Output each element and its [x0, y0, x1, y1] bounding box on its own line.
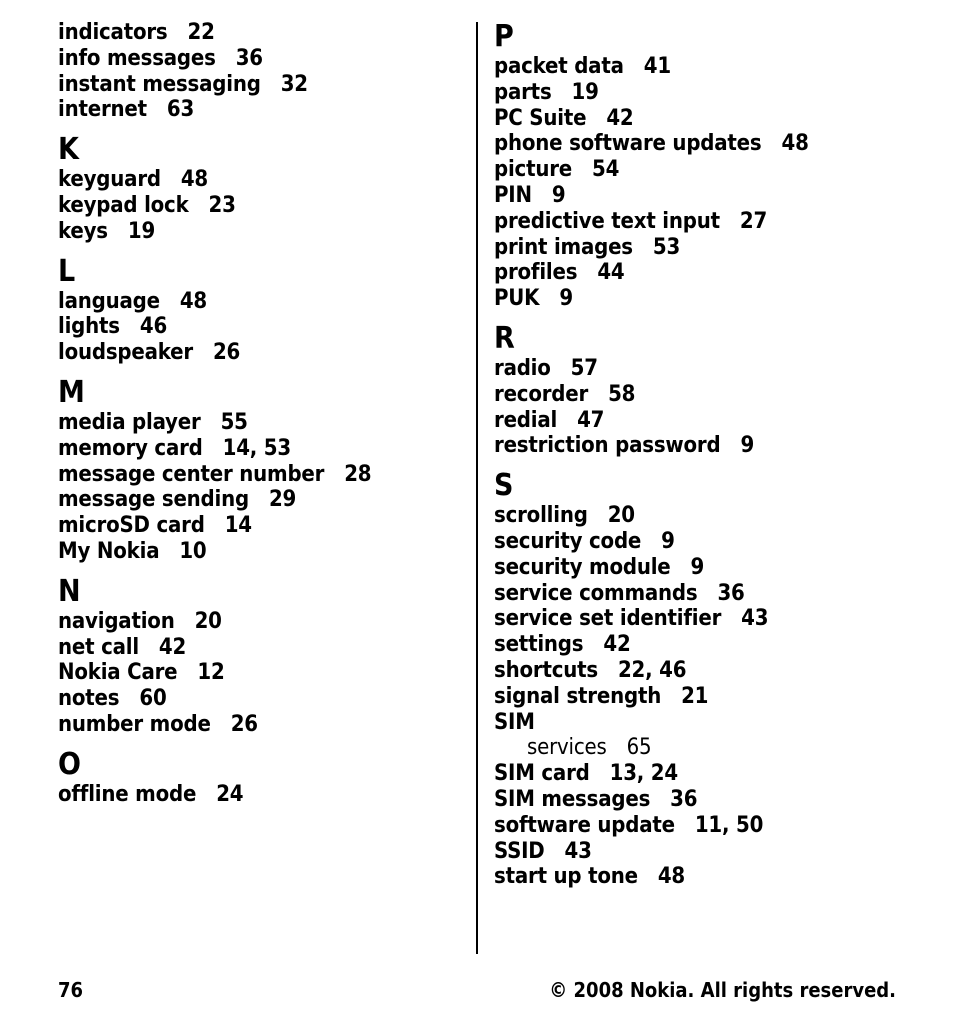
index-term: start up tone: [494, 864, 638, 890]
index-term: phone software updates: [494, 131, 762, 157]
index-term: loudspeaker: [58, 340, 193, 366]
index-page-ref: 9: [690, 554, 705, 580]
index-entry: [58, 609, 458, 635]
index-term: navigation: [58, 608, 175, 634]
index-entry: [58, 635, 458, 661]
index-page-ref: 63: [166, 97, 195, 123]
index-entry: [494, 761, 924, 787]
index-subentry: [494, 735, 924, 761]
index-term: redial: [494, 407, 558, 433]
index-entry: [494, 382, 924, 408]
index-entry: [494, 632, 924, 658]
index-entry: [58, 782, 458, 808]
index-page-ref: 28: [344, 461, 372, 487]
index-term: keyguard: [58, 167, 161, 193]
index-column-left: [58, 20, 458, 818]
index-page-ref: 20: [194, 608, 222, 634]
section-letter: M: [58, 374, 85, 410]
index-entry: [58, 410, 458, 436]
index-page-ref: 26: [212, 340, 241, 366]
index-entry: [494, 209, 924, 235]
index-page-ref: 58: [608, 381, 636, 407]
index-term: shortcuts: [494, 657, 598, 683]
index-page-ref: 9: [551, 182, 566, 208]
index-term: My Nokia: [58, 538, 160, 564]
index-page-ref: 22, 46: [617, 657, 687, 683]
index-term: recorder: [494, 381, 589, 407]
index-term: packet data: [494, 54, 624, 79]
index-page-ref: 10: [179, 538, 207, 564]
index-term: keypad lock: [58, 192, 189, 218]
index-entry: [58, 686, 458, 712]
index-page-ref: 43: [741, 606, 769, 632]
index-page-ref: 43: [564, 838, 592, 864]
index-term: number mode: [58, 711, 211, 737]
index-entry: [58, 46, 458, 72]
index-entry: [58, 436, 458, 462]
index-entry: [58, 660, 458, 686]
index-section: [494, 20, 924, 312]
index-section: [494, 322, 924, 459]
index-page-ref: 46: [139, 314, 168, 340]
index-page-ref: 53: [652, 234, 681, 260]
index-page-ref: 22: [187, 20, 215, 45]
index-term: SSID: [494, 838, 545, 864]
index-entry: [58, 712, 458, 738]
index-section: [58, 133, 458, 244]
index-term: services: [527, 735, 607, 761]
index-entry: [494, 80, 924, 106]
index-page-ref: 42: [606, 105, 634, 131]
index-term: notes: [58, 686, 120, 712]
index-page-ref: 42: [603, 632, 631, 658]
section-letter: O: [58, 746, 81, 782]
index-page-ref: 9: [559, 286, 573, 312]
index-term: offline mode: [58, 781, 197, 807]
index-term: net call: [58, 634, 139, 660]
index-page-ref: 23: [208, 192, 236, 218]
index-entry: [494, 710, 924, 736]
index-term: service commands: [494, 580, 698, 606]
index-term: restriction password: [494, 433, 721, 459]
index-page-ref: 36: [670, 786, 698, 812]
index-page-ref: 26: [230, 711, 258, 737]
index-entry: [58, 314, 458, 340]
index-entry: [58, 462, 458, 488]
index-page-ref: 19: [571, 79, 599, 105]
index-entry: [494, 658, 924, 684]
index-entry: [494, 260, 924, 286]
index-term: parts: [494, 79, 552, 105]
index-term: SIM messages: [494, 786, 651, 812]
index-entry: [58, 539, 458, 565]
index-entry: [494, 529, 924, 555]
index-term: Nokia Care: [58, 660, 178, 686]
index-term: message center number: [58, 461, 325, 487]
page-number: 76: [58, 978, 84, 1002]
index-term: software update: [494, 812, 675, 838]
index-term: info messages: [58, 45, 216, 71]
index-entry: [494, 235, 924, 261]
index-term: SIM card: [494, 761, 590, 787]
index-page-ref: 21: [681, 683, 709, 709]
index-term: internet: [58, 97, 147, 123]
index-page-ref: 32: [280, 71, 308, 97]
index-entry: [58, 487, 458, 513]
index-section: [58, 748, 458, 808]
index-term: indicators: [58, 20, 168, 45]
index-entry: [494, 787, 924, 813]
index-page-ref: 41: [643, 54, 671, 79]
section-letter: N: [58, 573, 81, 609]
index-term: security code: [494, 528, 642, 554]
index-term: memory card: [58, 435, 203, 461]
index-term: radio: [494, 355, 551, 381]
index-entry: [494, 131, 924, 157]
index-term: SIM: [494, 709, 535, 735]
index-term: service set identifier: [494, 606, 722, 632]
index-page-ref: 36: [717, 580, 745, 606]
index-entry: [58, 97, 458, 123]
index-entry: [494, 408, 924, 434]
index-page-ref: 14: [224, 513, 252, 539]
index-section: [58, 575, 458, 738]
index-term: instant messaging: [58, 71, 261, 97]
index-entry: [58, 219, 458, 245]
index-term: settings: [494, 632, 584, 658]
index-entry: [58, 340, 458, 366]
index-entry: [494, 813, 924, 839]
index-entry: [58, 20, 458, 46]
index-page-ref: 57: [570, 355, 598, 381]
index-entry: [58, 289, 458, 315]
index-page-ref: 54: [592, 157, 620, 183]
index-section: [58, 20, 458, 123]
index-term: message sending: [58, 487, 249, 513]
section-letter: R: [494, 320, 515, 356]
index-page-ref: 60: [139, 686, 167, 712]
index-term: PUK: [494, 286, 540, 312]
column-divider: [476, 22, 478, 954]
index-page-ref: 12: [197, 660, 225, 686]
index-term: lights: [58, 314, 120, 340]
index-page-ref: 9: [661, 528, 675, 554]
index-entry: [58, 72, 458, 98]
index-page-ref: 65: [626, 735, 652, 761]
index-term: picture: [494, 157, 573, 183]
index-entry: [494, 606, 924, 632]
index-entry: [494, 503, 924, 529]
index-term: predictive text input: [494, 208, 720, 234]
index-column-right: [494, 20, 924, 900]
index-section: [58, 255, 458, 366]
index-entry: [494, 157, 924, 183]
index-term: signal strength: [494, 683, 662, 709]
index-term: scrolling: [494, 503, 588, 529]
section-letter: K: [58, 132, 79, 168]
index-entry: [494, 684, 924, 710]
index-entry: [494, 555, 924, 581]
index-page-ref: 20: [607, 503, 635, 529]
index-entry: [494, 286, 924, 312]
index-section: [58, 376, 458, 565]
index-term: PC Suite: [494, 105, 587, 131]
index-entry: [58, 193, 458, 219]
index-term: media player: [58, 409, 201, 435]
index-page-ref: 11, 50: [694, 812, 764, 838]
index-entry: [58, 167, 458, 193]
index-page-ref: 29: [268, 487, 297, 513]
index-entry: [494, 183, 924, 209]
index-page-ref: 47: [577, 407, 605, 433]
index-section: [494, 469, 924, 890]
index-term: print images: [494, 234, 633, 260]
index-entry: [494, 581, 924, 607]
index-page-ref: 9: [740, 433, 755, 459]
index-page-ref: 55: [220, 409, 248, 435]
index-term: microSD card: [58, 513, 205, 539]
index-entry: [494, 356, 924, 382]
index-entry: [58, 513, 458, 539]
index-page-ref: 48: [781, 131, 809, 157]
section-letter: L: [58, 253, 76, 289]
index-entry: [494, 106, 924, 132]
index-page-ref: 19: [127, 218, 156, 244]
index-entry: [494, 54, 924, 80]
index-entry: [494, 839, 924, 865]
index-page-ref: 14, 53: [222, 435, 291, 461]
index-term: PIN: [494, 182, 532, 208]
index-term: language: [58, 288, 160, 314]
index-page-ref: 27: [739, 208, 768, 234]
index-term: profiles: [494, 260, 578, 286]
index-page-ref: 13, 24: [609, 761, 678, 787]
section-letter: P: [494, 19, 514, 54]
index-entry: [494, 433, 924, 459]
index-page-ref: 48: [657, 864, 686, 890]
index-term: keys: [58, 218, 108, 244]
index-page-ref: 48: [180, 167, 209, 193]
copyright-notice: © 2008 Nokia. All rights reserved.: [549, 978, 896, 1002]
index-page-ref: 42: [158, 634, 187, 660]
index-page-ref: 48: [179, 288, 207, 314]
index-term: security module: [494, 554, 671, 580]
index-page-ref: 24: [216, 781, 244, 807]
index-entry: [494, 864, 924, 890]
section-letter: S: [494, 468, 514, 504]
index-page-ref: 36: [235, 45, 263, 71]
index-page-ref: 44: [597, 260, 625, 286]
